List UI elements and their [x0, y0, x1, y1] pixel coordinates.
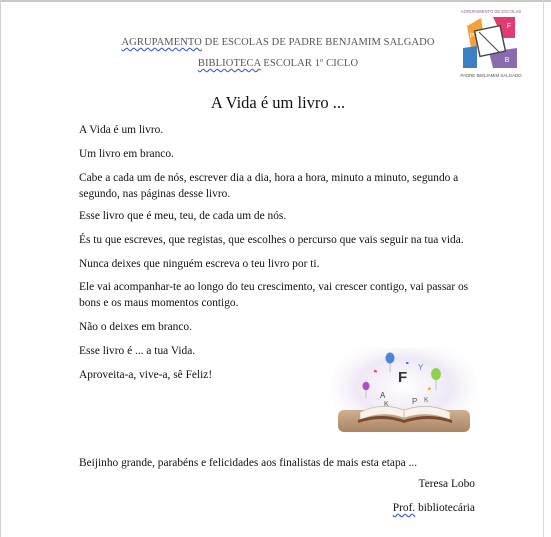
- flying-letter-p: P: [412, 397, 418, 406]
- green-balloon: [431, 368, 441, 380]
- document-title: A Vida é um livro ...: [210, 93, 346, 112]
- paragraph-10: Aproveita-a, vive-a, sê Feliz!: [79, 369, 213, 381]
- flying-letter-y: Y: [418, 363, 424, 372]
- school-header: [80, 37, 476, 48]
- flying-letter-f: F: [398, 369, 408, 386]
- flying-letter-k-2: K: [424, 397, 429, 404]
- flying-letter-k: K: [384, 401, 389, 408]
- logo-letter-p: P: [469, 33, 475, 40]
- paragraph-8: Não o deixes em branco.: [79, 321, 192, 333]
- logo-bottom-text: PADRE BENJAMIM SALGADO: [460, 73, 522, 78]
- open-book-illustration: [332, 348, 476, 434]
- signature-name: Teresa Lobo: [418, 478, 475, 490]
- closing-line: Beijinho grande, parabéns e felicidades aos finalistas de mais esta etapa ...: [79, 457, 418, 469]
- signature-role-rest: bibliotecária: [415, 502, 475, 514]
- blue-balloon: [386, 353, 395, 364]
- logo-center-frame: [475, 26, 506, 57]
- paragraph-4: Esse livro que é meu, teu, de cada um de nós.: [79, 210, 287, 222]
- logo-letter-f: F: [506, 23, 512, 30]
- paragraph-3: Cabe a cada um de nós, escrever dia a dia, hora a hora, minuto a minuto, segundo a segundo, nas páginas desse livro.: [79, 172, 459, 200]
- logo-blue-shape: [463, 46, 477, 68]
- page-left-edge: [0, 0, 1, 537]
- library-header-rest: ESCOLAR 1º CICLO: [260, 58, 359, 69]
- logo-top-text: AGRUPAMENTO DE ESCOLAS: [460, 9, 522, 14]
- logo-letter-b: B: [504, 57, 510, 64]
- paragraph-6: Nunca deixes que ninguém escreva o teu livro por ti.: [79, 258, 320, 270]
- signature-role: [393, 502, 475, 514]
- purple-balloon: [363, 382, 370, 390]
- confetti-3: [406, 362, 409, 364]
- school-header-rest: DE ESCOLAS DE PADRE BENJAMIM SALGADO: [201, 37, 435, 48]
- school-header-underlined-word: AGRUPAMENTO: [121, 37, 202, 48]
- library-header-underlined-word: BIBLIOTECA: [197, 58, 261, 69]
- page-right-margin-line: [543, 0, 544, 537]
- library-header: [80, 58, 476, 69]
- paragraph-5: És tu que escreves, que registas, que escolhes o percurso que vais seguir na tua vida.: [79, 234, 464, 246]
- paragraph-9: Esse livro é ... a tua Vida.: [79, 345, 196, 357]
- page-top-edge: [0, 0, 551, 2]
- school-logo: [459, 8, 523, 80]
- flying-letter-a: A: [380, 391, 386, 400]
- paragraph-1: A Vida é um livro.: [79, 124, 164, 136]
- paragraph-7: Ele vai acompanhar-te ao longo do teu crescimento, vai crescer contigo, vai passar os bons e os maus momentos contigo.: [79, 281, 469, 309]
- signature-role-abbrev: Prof.: [392, 502, 416, 514]
- paragraph-2: Um livro em branco.: [79, 148, 174, 160]
